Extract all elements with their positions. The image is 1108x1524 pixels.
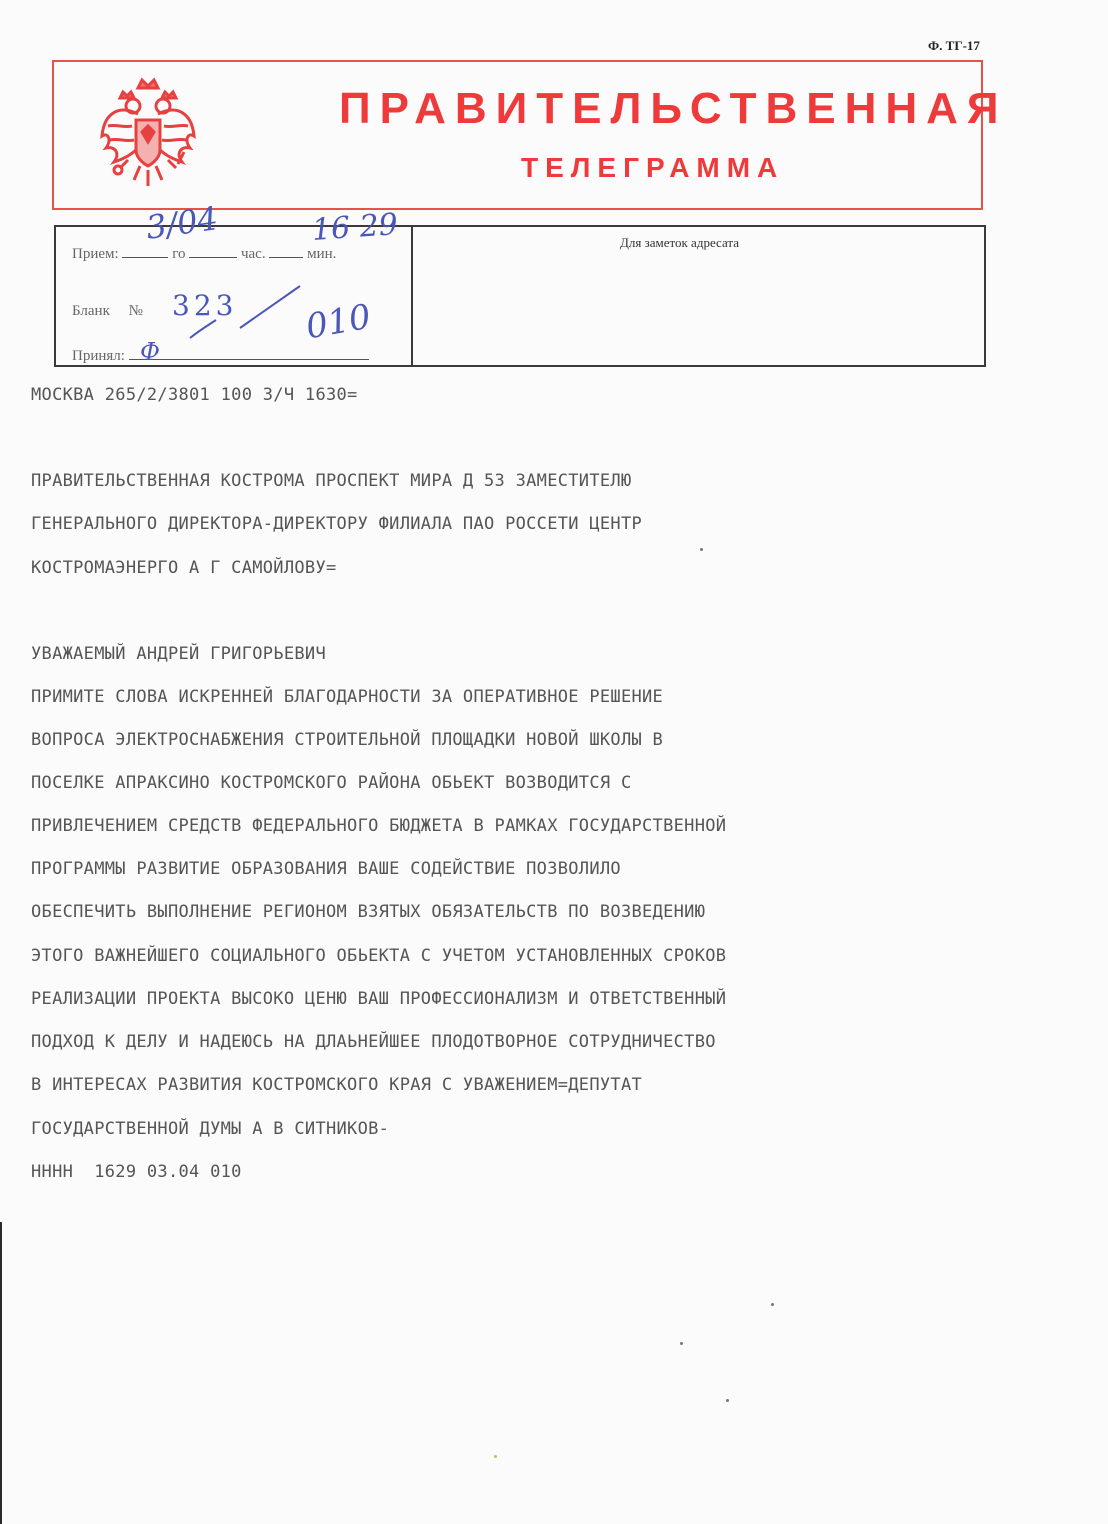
scan-speck	[680, 1342, 683, 1345]
telegram-line: В ИНТЕРЕСАХ РАЗВИТИЯ КОСТРОМСКОГО КРАЯ С УВАЖЕНИЕМ=ДЕПУТАТ	[31, 1075, 643, 1095]
telegram-line: ПРИВЛЕЧЕНИЕМ СРЕДСТВ ФЕДЕРАЛЬНОГО БЮДЖЕТА В РАМКАХ ГОСУДАРСТВЕННОЙ	[31, 816, 727, 836]
blank-number-row	[72, 303, 143, 320]
telegram-line: ЭТОГО ВАЖНЕЙШЕГО СОЦИАЛЬНОГО ОБЬЕКТА С УЧЕТОМ УСТАНОВЛЕННЫХ СРОКОВ	[31, 946, 727, 966]
reception-time-row	[72, 243, 336, 263]
form-code: Ф. ТГ-17	[928, 38, 980, 53]
telegram-line: ПРАВИТЕЛЬСТВЕННАЯ КОСТРОМА ПРОСПЕКТ МИРА Д 53 ЗАМЕСТИТЕЛЮ	[31, 471, 632, 491]
number-label: №	[128, 303, 143, 319]
handwritten-date: 3/04	[143, 199, 221, 247]
scan-speck	[494, 1455, 497, 1458]
prinyal-label: Принял:	[72, 348, 125, 364]
telegram-line: ГЕНЕРАЛЬНОГО ДИРЕКТОРА-ДИРЕКТОРУ ФИЛИАЛА ПАО РОССЕТИ ЦЕНТР	[31, 514, 643, 534]
handwritten-operator-code: 010	[303, 296, 374, 348]
telegram-line-routing: МОСКВА 265/2/3801 100 3/Ч 1630=	[31, 385, 358, 405]
telegram-line: РЕАЛИЗАЦИИ ПРОЕКТА ВЫСОКО ЦЕНЮ ВАШ ПРОФЕССИОНАЛИЗМ И ОТВЕТСТВЕННЫЙ	[31, 989, 727, 1009]
telegram-line: ВОПРОСА ЭЛЕКТРОСНАБЖЕНИЯ СТРОИТЕЛЬНОЙ ПЛОЩАДКИ НОВОЙ ШКОЛЫ В	[31, 730, 664, 750]
telegram-line-service: НННН 1629 03.04 010	[31, 1162, 242, 1182]
scan-speck	[726, 1399, 729, 1402]
telegram-header	[52, 60, 1008, 210]
blank-label: Бланк	[72, 303, 110, 319]
telegram-line: ПРОГРАММЫ РАЗВИТИЕ ОБРАЗОВАНИЯ ВАШЕ СОДЕЙСТВИЕ ПОЗВОЛИЛО	[31, 859, 621, 879]
scan-edge	[0, 1222, 2, 1524]
minutes-blank	[269, 243, 303, 258]
scan-speck	[700, 548, 703, 551]
handwritten-time: 16 29	[310, 207, 400, 248]
telegram-line: ПРИМИТЕ СЛОВА ИСКРЕННЕЙ БЛАГОДАРНОСТИ ЗА ОПЕРАТИВНОЕ РЕШЕНИЕ	[31, 687, 664, 707]
document-subtitle: ТЕЛЕГРАММА	[521, 152, 785, 183]
russian-coat-of-arms-icon	[98, 74, 198, 194]
chas-label: час.	[240, 246, 266, 262]
telegram-line: КОСТРОМАЭНЕРГО А Г САМОЙЛОВУ=	[31, 558, 337, 578]
document-title: ПРАВИТЕЛЬСТВЕННАЯ	[339, 84, 1008, 133]
min-label: мин.	[307, 246, 337, 262]
go-label: го	[172, 246, 186, 262]
telegram-line: ПОДХОД К ДЕЛУ И НАДЕЮСЬ НА ДЛАЬНЕЙШЕЕ ПЛОДОТВОРНОЕ СОТРУДНИЧЕСТВО	[31, 1032, 716, 1052]
handwritten-slash-icon	[160, 280, 310, 350]
go-blank	[189, 243, 237, 258]
telegram-line: ОБЕСПЕЧИТЬ ВЫПОЛНЕНИЕ РЕГИОНОМ ВЗЯТЫХ ОБЯЗАТЕЛЬСТВ ПО ВОЗВЕДЕНИЮ	[31, 902, 706, 922]
telegram-line: ПОСЕЛКЕ АПРАКСИНО КОСТРОМСКОГО РАЙОНА ОБЬЕКТ ВОЗВОДИТСЯ С	[31, 773, 632, 793]
telegram-line-signature: ГОСУДАРСТВЕННОЙ ДУМЫ А В СИТНИКОВ-	[31, 1119, 390, 1139]
priem-label: Прием:	[72, 246, 119, 262]
handwritten-initials: Ф	[140, 338, 160, 366]
date-blank	[122, 243, 168, 258]
notes-label: Для заметок адресата	[620, 235, 740, 250]
scan-speck	[771, 1303, 774, 1306]
telegram-line-salutation: УВАЖАЕМЫЙ АНДРЕЙ ГРИГОРЬЕВИЧ	[31, 644, 326, 664]
handwritten-blank-number: 323	[172, 289, 238, 322]
